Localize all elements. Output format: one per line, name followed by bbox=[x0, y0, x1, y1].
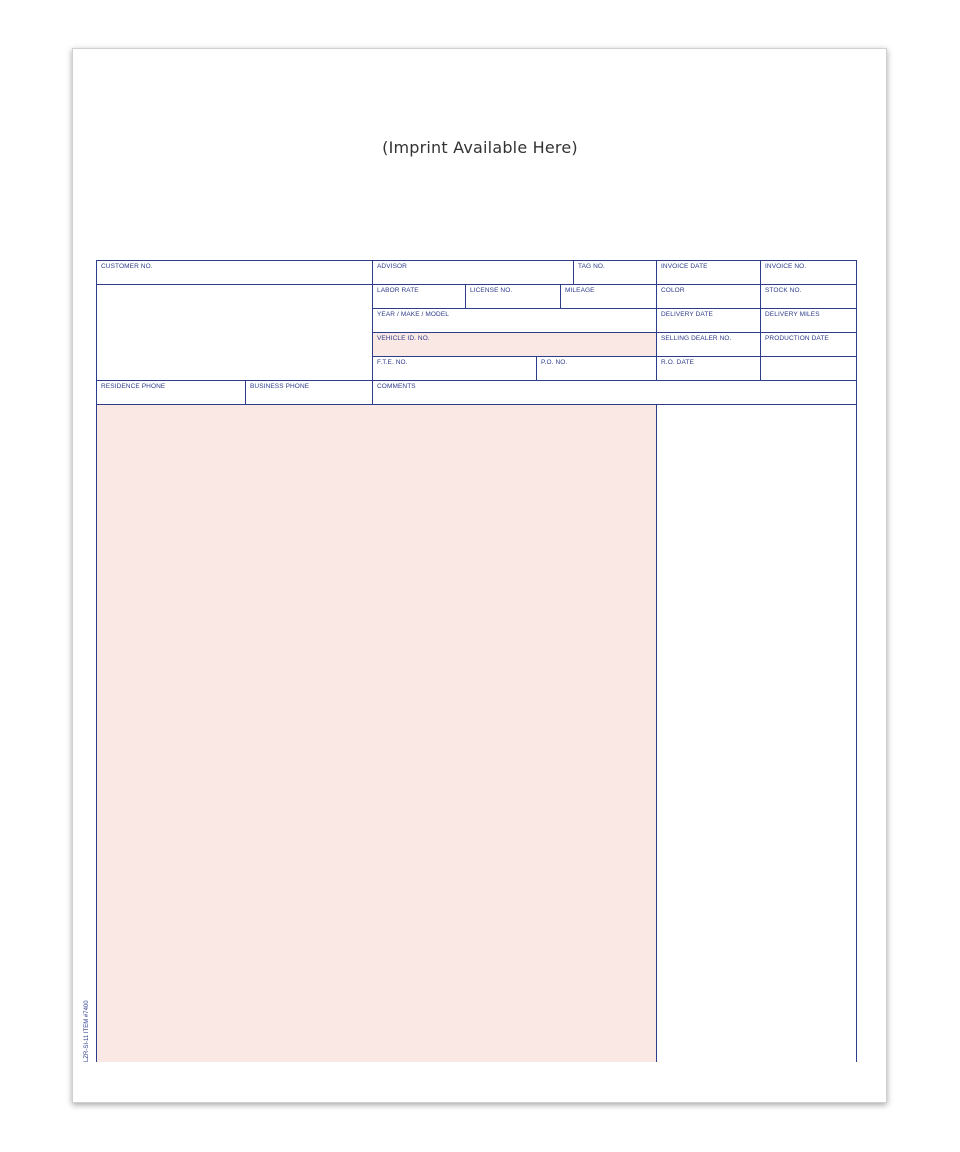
labor-rate-label: LABOR RATE bbox=[377, 287, 419, 294]
invoice-no-label: INVOICE NO. bbox=[765, 263, 807, 270]
business-phone-label: BUSINESS PHONE bbox=[250, 383, 310, 390]
license-no-field[interactable] bbox=[465, 284, 560, 308]
comments-label: COMMENTS bbox=[377, 383, 416, 390]
form-item-code: LZR-SI-11 ITEM #7400 bbox=[84, 1000, 90, 1062]
charges-column[interactable] bbox=[656, 405, 856, 1062]
ro-date-field[interactable] bbox=[656, 356, 760, 380]
license-no-label: LICENSE NO. bbox=[470, 287, 513, 294]
blank-field[interactable] bbox=[760, 356, 856, 380]
tag-no-field[interactable] bbox=[573, 260, 656, 284]
color-field[interactable] bbox=[656, 284, 760, 308]
po-no-field[interactable] bbox=[536, 356, 656, 380]
customer-address-block[interactable] bbox=[96, 284, 372, 380]
residence-phone-field[interactable] bbox=[96, 380, 245, 404]
invoice-no-field[interactable] bbox=[760, 260, 856, 284]
invoice-date-field[interactable] bbox=[656, 260, 760, 284]
delivery-date-label: DELIVERY DATE bbox=[661, 311, 713, 318]
selling-dealer-no-field[interactable] bbox=[656, 332, 760, 356]
customer-no-label: CUSTOMER NO. bbox=[101, 263, 153, 270]
stock-no-field[interactable] bbox=[760, 284, 856, 308]
delivery-miles-label: DELIVERY MILES bbox=[765, 311, 820, 318]
comments-field[interactable] bbox=[372, 380, 856, 404]
po-no-label: P.O. NO. bbox=[541, 359, 568, 366]
year-make-model-label: YEAR / MAKE / MODEL bbox=[377, 311, 449, 318]
advisor-label: ADVISOR bbox=[377, 263, 407, 270]
ro-date-label: R.O. DATE bbox=[661, 359, 694, 366]
form-right-border bbox=[856, 260, 857, 1062]
selling-dealer-no-label: SELLING DEALER NO. bbox=[661, 335, 732, 342]
business-phone-field[interactable] bbox=[245, 380, 372, 404]
advisor-field[interactable] bbox=[372, 260, 573, 284]
delivery-miles-field[interactable] bbox=[760, 308, 856, 332]
mileage-field[interactable] bbox=[560, 284, 656, 308]
fte-no-field[interactable] bbox=[372, 356, 536, 380]
production-date-label: PRODUCTION DATE bbox=[765, 335, 829, 342]
year-make-model-field[interactable] bbox=[372, 308, 656, 332]
fte-no-label: F.T.E. NO. bbox=[377, 359, 408, 366]
color-label: COLOR bbox=[661, 287, 685, 294]
stock-no-label: STOCK NO. bbox=[765, 287, 802, 294]
residence-phone-label: RESIDENCE PHONE bbox=[101, 383, 166, 390]
delivery-date-field[interactable] bbox=[656, 308, 760, 332]
labor-rate-field[interactable] bbox=[372, 284, 465, 308]
work-description-area[interactable] bbox=[96, 405, 656, 1062]
repair-order-form bbox=[96, 260, 857, 1062]
vehicle-id-no-field[interactable] bbox=[372, 332, 656, 356]
production-date-field[interactable] bbox=[760, 332, 856, 356]
tag-no-label: TAG NO. bbox=[578, 263, 605, 270]
imprint-placeholder: (Imprint Available Here) bbox=[382, 138, 578, 157]
mileage-label: MILEAGE bbox=[565, 287, 595, 294]
invoice-date-label: INVOICE DATE bbox=[661, 263, 708, 270]
customer-no-field[interactable] bbox=[96, 260, 372, 284]
vehicle-id-no-label: VEHICLE ID. NO. bbox=[377, 335, 430, 342]
